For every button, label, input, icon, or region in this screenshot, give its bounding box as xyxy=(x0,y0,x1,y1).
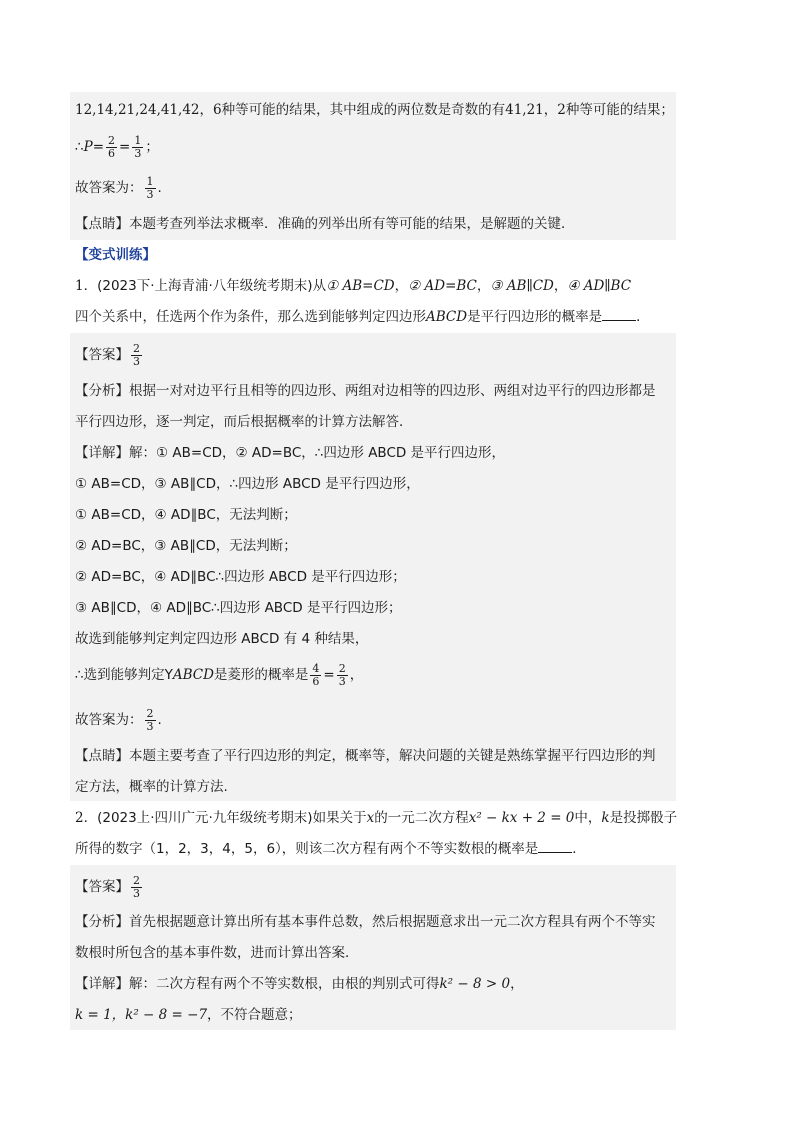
q1-detail-1: 【详解】解：① AB=CD，② AD=BC，∴四边形 ABCD 是平行四边形， xyxy=(75,445,506,461)
q2-stem-line-2: 所得的数字（1，2，3，4，5，6），则该二次方程有两个不等实数根的概率是 ． xyxy=(75,841,586,857)
probability-formula: ∴P= $\frac{2}{6}$ = $\frac{1}{3}$ ； xyxy=(75,133,159,160)
fraction: $\frac{1}{3}$ xyxy=(146,174,154,201)
q2-detail-2: k = 1，k² − 8 = −7，不符合题意； xyxy=(75,1007,302,1023)
fraction: $\frac{2}{3}$ xyxy=(146,706,154,733)
fraction: $\frac{4}{6}$ xyxy=(312,661,320,688)
tip-line: 【点睛】本题考查列举法求概率．准确的列举出所有等可能的结果，是解题的关键． xyxy=(75,216,575,232)
solution-line-1: 12,14,21,24,41,42，6种等可能的结果，其中组成的两位数是奇数的有41,21，2种等可能的结果； xyxy=(75,102,674,118)
q1-answer: 【答案】 $\frac{2}{3}$ xyxy=(75,341,140,368)
fraction: $\frac{2}{3}$ xyxy=(338,661,346,688)
q1-detail-6: ③ AB∥CD，④ AD∥BC∴四边形 ABCD 是平行四边形； xyxy=(75,600,402,616)
q1-detail-4: ② AD=BC，③ AB∥CD，无法判断； xyxy=(75,538,297,554)
q1-detail-5: ② AD=BC，④ AD∥BC∴四边形 ABCD 是平行四边形； xyxy=(75,569,406,585)
fraction: $\frac{2}{3}$ xyxy=(133,873,140,900)
answer-blank xyxy=(602,308,636,321)
q1-detail-3: ① AB=CD，④ AD∥BC，无法判断； xyxy=(75,507,297,523)
q1-tip-2: 定方法，概率的计算方法. xyxy=(75,779,228,795)
q1-analysis-2: 平行四边形，逐一判定，而后根据概率的计算方法解答． xyxy=(75,414,413,430)
q1-detail-7: 故选到能够判定判定四边形 ABCD 有 4 种结果， xyxy=(75,631,369,647)
q2-stem-line-1: 2．(2023上·四川广元·九年级统考期末)如果关于x的一元二次方程x² − kx + 2 = 0中，k是投掷骰子 xyxy=(75,810,678,826)
fraction: $\frac{2}{3}$ xyxy=(133,341,140,368)
fraction: $\frac{2}{6}$ xyxy=(108,133,115,160)
q1-detail-8: ∴选到能够判定YABCD是菱形的概率是 $\frac{4}{6}$ = $\frac{2}{3}$ ， xyxy=(75,661,364,688)
answer-line: 故答案为： $\frac{1}{3}$ . xyxy=(75,174,162,201)
q2-answer: 【答案】 $\frac{2}{3}$ xyxy=(75,873,140,900)
q2-analysis-2: 数根时所包含的基本事件数，进而计算出答案． xyxy=(75,945,359,961)
q2-detail-1: 【详解】解：二次方程有两个不等实数根，由根的判别式可得k² − 8 > 0， xyxy=(75,976,524,992)
q1-stem-line-2: 四个关系中，任选两个作为条件，那么选到能够判定四边形ABCD是平行四边形的概率是 ． xyxy=(75,309,650,325)
section-heading: 【变式训练】 xyxy=(75,247,156,263)
q1-analysis-1: 【分析】根据一对对边平行且相等的四边形、两组对边相等的四边形、两组对边平行的四边形都是 xyxy=(75,383,656,399)
q1-stem-line-1: 1．(2023下·上海青浦·八年级统考期末)从① AB=CD，② AD=BC，③ AB∥CD，④ AD∥BC xyxy=(75,278,632,294)
q1-final-answer: 故答案为： $\frac{2}{3}$ . xyxy=(75,706,162,733)
q1-detail-2: ① AB=CD，③ AB∥CD，∴四边形 ABCD 是平行四边形， xyxy=(75,476,420,492)
answer-blank xyxy=(538,840,572,853)
q1-tip-1: 【点睛】本题主要考查了平行四边形的判定，概率等，解决问题的关键是熟练掌握平行四边形的判 xyxy=(75,748,656,764)
fraction: $\frac{1}{3}$ xyxy=(134,133,142,160)
q2-analysis-1: 【分析】首先根据题意计算出所有基本事件总数，然后根据题意求出一元二次方程具有两个不等实 xyxy=(75,914,656,930)
